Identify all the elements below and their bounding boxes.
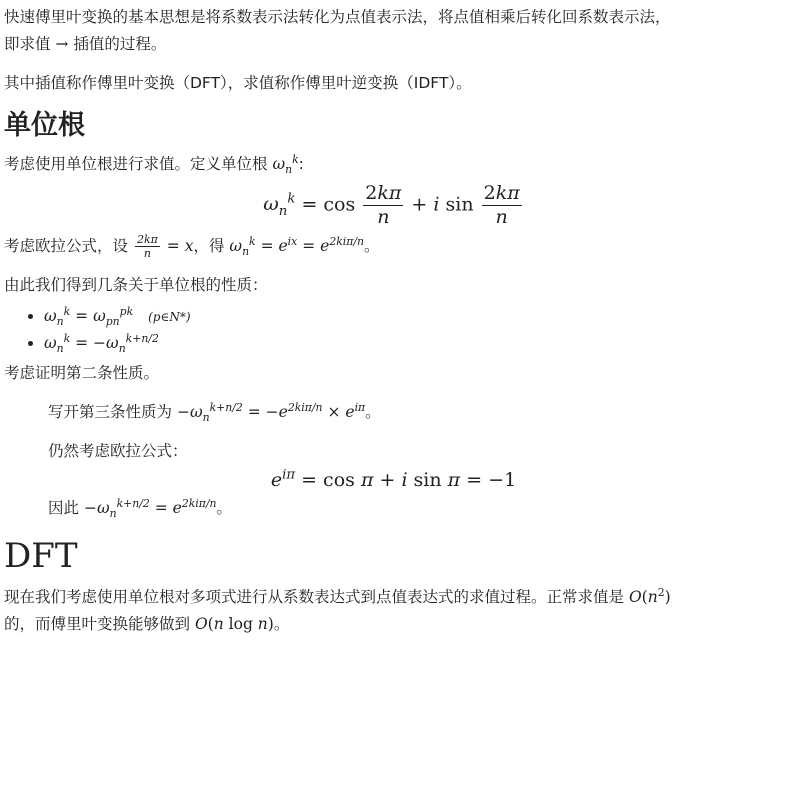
period-1: 。 <box>365 402 381 421</box>
root-definition-equation: $\omega_n^k = \cos$ $\frac{2k\pi}{n}$ + i sin $\frac{2k\pi}{n}$ <box>263 182 520 228</box>
property-1-condition: (p∈N*) <box>148 309 191 324</box>
euler-identity-equation: $e^{i\pi} = \cos \pi + i$ sin π = −1 <box>270 467 517 491</box>
euler-text-c: 。 <box>364 236 380 255</box>
math-proof-1: $-\omega_n^{k+n/2} = -e^{2ki\pi/n} \times e^{i\pi}$ <box>176 400 366 425</box>
section-heading-roots: 单位根 <box>4 110 85 141</box>
math-2kpi-over-n: $\frac{2k\pi}{n}$ <box>136 232 158 260</box>
proof-step-2: 仍然考虑欧拉公式： <box>48 441 188 460</box>
math-o-n-squared: $O(n^2)$ <box>628 585 671 606</box>
define-root-paragraph: 考虑使用单位根进行求值。定义单位根 $\omega_n^k$: <box>4 152 304 177</box>
property-item-2: • $\omega_n^k = -\omega_n^{k+n/2}$ <box>44 330 783 356</box>
euler-paragraph <box>4 233 783 260</box>
property-item-1: • $\omega_n^k = \omega_{pn}^{pk}$ (p∈N*) <box>44 303 783 330</box>
intro-paragraph-1 <box>4 4 783 58</box>
dft-paragraph <box>4 584 783 638</box>
math-proof-3: $-\omega_n^{k+n/2} = e^{2ki\pi/n}$ <box>83 496 217 521</box>
proof-intro: 考虑证明第二条性质。 <box>4 363 160 382</box>
section-heading-dft: DFT <box>4 535 78 576</box>
dft-text-a: 现在我们考虑使用单位根对多项式进行从系数表达式到点值表达式的求值过程。正常求值是 <box>4 587 625 606</box>
math-euler-result: $\omega_n^k = e^{ix} = e^{2ki\pi/n}$ <box>229 234 365 258</box>
properties-list <box>4 303 783 356</box>
intro-text-a: 快速傅里叶变换的基本思想是将系数表示法转化为点值表示法，将点值相乘后转化回系数表示法， <box>4 8 671 26</box>
euler-text-b: ，得 <box>193 236 225 255</box>
properties-intro: 由此我们得到几条关于单位根的性质： <box>4 275 268 294</box>
define-root-text: 考虑使用单位根进行求值。定义单位根 <box>4 155 268 173</box>
proof-step-3-text: 因此 <box>48 498 80 517</box>
intro-text-c: 插值的过程。 <box>73 35 167 53</box>
period-2: 。 <box>216 498 233 517</box>
intro-text-b: 即求值 <box>4 35 51 53</box>
math-omega-n-k: $\omega_n^k$ <box>272 152 299 177</box>
dft-text-b: 的，而傅里叶变换能够做到 <box>4 614 191 633</box>
intro-paragraph-2: 其中插值称作傅里叶变换（DFT），求值称作傅里叶逆变换（IDFT）。 <box>4 74 472 92</box>
proof-step-1 <box>4 399 783 426</box>
euler-text-a: 考虑欧拉公式，设 <box>4 236 129 255</box>
dft-text-c: 。 <box>273 614 290 633</box>
proof-step-1-text: 写开第三条性质为 <box>48 402 173 421</box>
arrow-symbol: → <box>55 35 69 53</box>
math-o-n-log-n: O(n log n) <box>194 614 274 633</box>
math-equals-x: = x <box>166 236 194 255</box>
proof-step-3 <box>4 495 783 522</box>
